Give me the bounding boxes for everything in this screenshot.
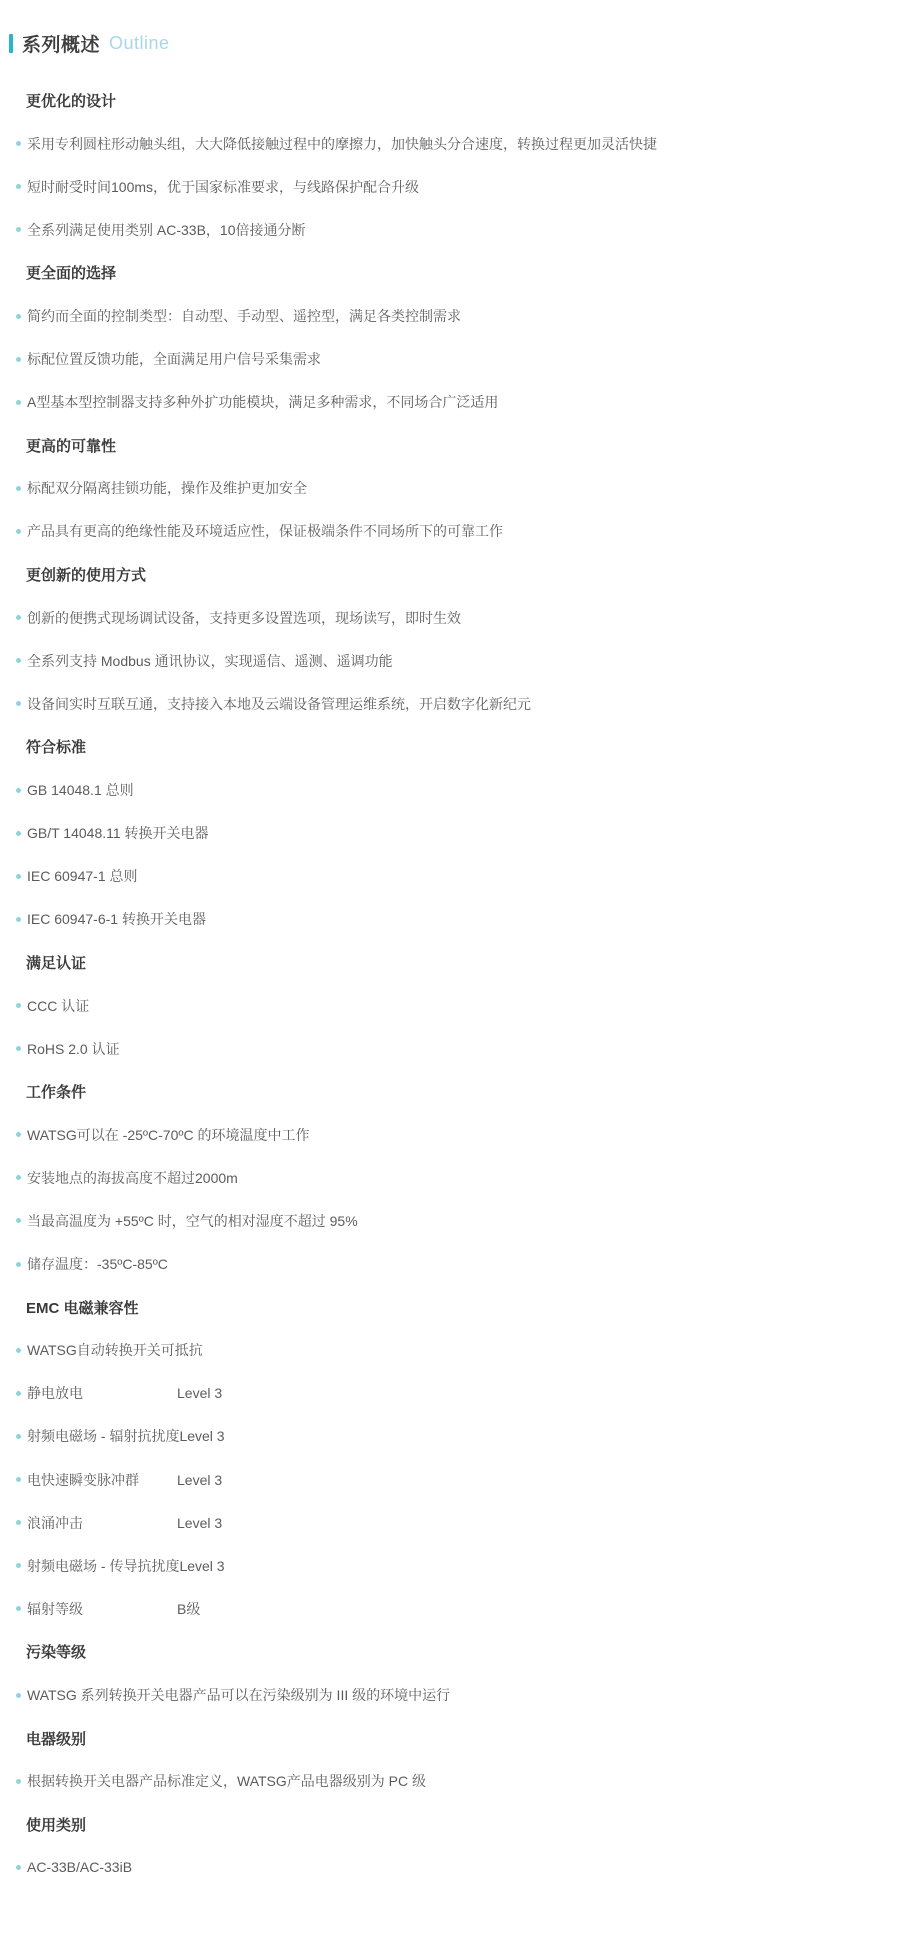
- bullet-item: [0, 855, 900, 898]
- section-heading: 污染等级: [26, 1644, 87, 1662]
- section-heading: EMC 电磁兼容性: [26, 1299, 139, 1317]
- bullet-icon: [16, 1046, 21, 1051]
- bullet-icon: [16, 831, 21, 836]
- page-header: [9, 30, 900, 56]
- item-label: AC-33B/AC-33iB: [27, 1859, 133, 1876]
- bullet-item: [0, 165, 900, 208]
- bullet-item: [0, 1113, 900, 1156]
- section-heading: 电器级别: [26, 1730, 87, 1748]
- series-overview-page: [0, 30, 900, 1936]
- bullet-icon: [16, 1606, 21, 1611]
- bullet-item: [0, 1027, 900, 1070]
- section-heading-row: [0, 251, 900, 294]
- page-title-english: Outline: [109, 32, 170, 53]
- bullet-item: [0, 984, 900, 1027]
- section-heading-row: [0, 1803, 900, 1846]
- bullet-icon: [16, 1693, 21, 1698]
- item-label: 当最高温度为 +55ºC 时，空气的相对湿度不超过 95%: [27, 1212, 358, 1229]
- bullet-icon: [16, 314, 21, 319]
- section-heading: 更创新的使用方式: [26, 567, 147, 585]
- bullet-item: [0, 639, 900, 682]
- item-label: 简约而全面的控制类型：自动型、手动型、遥控型，满足各类控制需求: [27, 308, 461, 325]
- item-label: A型基本型控制器支持多种外扩功能模块，满足多种需求，不同场合广泛适用: [27, 394, 499, 411]
- item-label: 静电放电: [27, 1385, 83, 1402]
- content-area: [0, 79, 900, 1889]
- bullet-icon: [16, 1434, 21, 1439]
- item-label: 标配位置反馈功能，全面满足用户信号采集需求: [27, 351, 321, 368]
- bullet-icon: [16, 400, 21, 405]
- bullet-icon: [16, 1003, 21, 1008]
- bullet-item: [0, 769, 900, 812]
- bullet-icon: [16, 1175, 21, 1180]
- section-heading: 使用类别: [26, 1816, 87, 1834]
- item-value: Level 3: [177, 1514, 223, 1531]
- bullet-item: [0, 467, 900, 510]
- item-label: CCC 认证: [27, 997, 90, 1014]
- bullet-item: [0, 1846, 900, 1889]
- bullet-item: [0, 1544, 900, 1587]
- bullet-icon: [16, 658, 21, 663]
- section-heading: 符合标准: [26, 739, 87, 757]
- bullet-icon: [16, 788, 21, 793]
- bullet-icon: [16, 1477, 21, 1482]
- bullet-icon: [16, 1262, 21, 1267]
- section-heading-row: [0, 1717, 900, 1760]
- section-heading-row: [0, 1630, 900, 1673]
- item-label: 标配双分隔离挂锁功能，操作及维护更加安全: [27, 480, 307, 497]
- item-label: 全系列支持 Modbus 通讯协议，实现遥信、遥测、遥调功能: [27, 652, 393, 669]
- bullet-icon: [16, 227, 21, 232]
- item-value: Level 3: [179, 1428, 225, 1445]
- item-label: WATSG 系列转换开关电器产品可以在污染级别为 III 级的环境中运行: [27, 1687, 451, 1704]
- item-label: 浪涌冲击: [27, 1514, 83, 1531]
- item-value: Level 3: [177, 1385, 223, 1402]
- bullet-icon: [16, 184, 21, 189]
- bullet-icon: [16, 701, 21, 706]
- item-label: 辐射等级: [27, 1600, 83, 1617]
- item-label: WATSG自动转换开关可抵抗: [27, 1342, 203, 1359]
- item-label: 安装地点的海拔高度不超过2000m: [27, 1169, 238, 1186]
- bullet-icon: [16, 1218, 21, 1223]
- bullet-icon: [16, 357, 21, 362]
- bullet-item: [0, 294, 900, 337]
- bullet-item: [0, 898, 900, 941]
- bullet-item: [0, 338, 900, 381]
- bullet-icon: [16, 1520, 21, 1525]
- bullet-item: [0, 1156, 900, 1199]
- item-label: 根据转换开关电器产品标准定义，WATSG产品电器级别为 PC 级: [27, 1773, 426, 1790]
- item-label: 创新的便携式现场调试设备，支持更多设置选项，现场读写，即时生效: [27, 609, 461, 626]
- section-heading-row: [0, 941, 900, 984]
- item-label: RoHS 2.0 认证: [27, 1040, 120, 1057]
- section-heading-row: [0, 1070, 900, 1113]
- item-label: 采用专利圆柱形动触头组，大大降低接触过程中的摩擦力，加快触头分合速度，转换过程更加灵活快捷: [27, 135, 657, 152]
- item-label: IEC 60947-1 总则: [27, 868, 138, 885]
- section-heading-row: [0, 1286, 900, 1329]
- item-value: B级: [177, 1600, 201, 1617]
- item-label: 储存温度：-35ºC-85ºC: [27, 1256, 168, 1273]
- item-value: Level 3: [177, 1471, 223, 1488]
- bullet-item: [0, 1243, 900, 1286]
- section-heading-row: [0, 424, 900, 467]
- bullet-icon: [16, 141, 21, 146]
- bullet-item: [0, 596, 900, 639]
- bullet-item: [0, 208, 900, 251]
- bullet-item: [0, 1673, 900, 1716]
- section-heading-row: [0, 553, 900, 596]
- bullet-item: [0, 381, 900, 424]
- bullet-icon: [16, 486, 21, 491]
- title-accent-bar-icon: [9, 34, 13, 53]
- bullet-icon: [16, 1132, 21, 1137]
- bullet-icon: [16, 874, 21, 879]
- item-label: 电快速瞬变脉冲群: [27, 1471, 139, 1488]
- section-heading: 更全面的选择: [26, 265, 117, 283]
- bullet-item: [0, 1199, 900, 1242]
- section-heading-row: [0, 725, 900, 768]
- section-heading-row: [0, 79, 900, 122]
- bullet-icon: [16, 615, 21, 620]
- bullet-item: [0, 1501, 900, 1544]
- bullet-icon: [16, 1391, 21, 1396]
- section-heading: 满足认证: [26, 954, 87, 972]
- bullet-icon: [16, 1779, 21, 1784]
- item-label: 设备间实时互联互通，支持接入本地及云端设备管理运维系统，开启数字化新纪元: [27, 695, 531, 712]
- page-title: 系列概述: [22, 34, 101, 56]
- section-heading: 工作条件: [26, 1084, 87, 1102]
- item-label: WATSG可以在 -25ºC-70ºC 的环境温度中工作: [27, 1126, 310, 1143]
- item-label: 射频电磁场 - 辐射抗扰度: [27, 1428, 180, 1445]
- bullet-item: [0, 1415, 900, 1458]
- bullet-item: [0, 510, 900, 553]
- bullet-item: [0, 812, 900, 855]
- item-label: 全系列满足使用类别 AC-33B，10倍接通分断: [27, 221, 306, 238]
- item-label: 产品具有更高的绝缘性能及环境适应性，保证极端条件不同场所下的可靠工作: [27, 523, 503, 540]
- item-value: Level 3: [179, 1557, 225, 1574]
- bullet-item: [0, 1458, 900, 1501]
- item-label: GB 14048.1 总则: [27, 782, 134, 799]
- bullet-item: [0, 1587, 900, 1630]
- item-label: GB/T 14048.11 转换开关电器: [27, 825, 209, 842]
- bullet-icon: [16, 1865, 21, 1870]
- bullet-icon: [16, 917, 21, 922]
- bullet-item: [0, 1372, 900, 1415]
- bullet-item: [0, 1329, 900, 1372]
- item-label: IEC 60947-6-1 转换开关电器: [27, 911, 206, 928]
- item-label: 射频电磁场 - 传导抗扰度: [27, 1557, 180, 1574]
- bullet-icon: [16, 1348, 21, 1353]
- item-label: 短时耐受时间100ms，优于国家标准要求，与线路保护配合升级: [27, 178, 420, 195]
- bullet-icon: [16, 1563, 21, 1568]
- section-heading: 更优化的设计: [26, 93, 117, 111]
- bullet-item: [0, 682, 900, 725]
- bullet-icon: [16, 529, 21, 534]
- bullet-item: [0, 122, 900, 165]
- bullet-item: [0, 1760, 900, 1803]
- section-heading: 更高的可靠性: [26, 437, 117, 455]
